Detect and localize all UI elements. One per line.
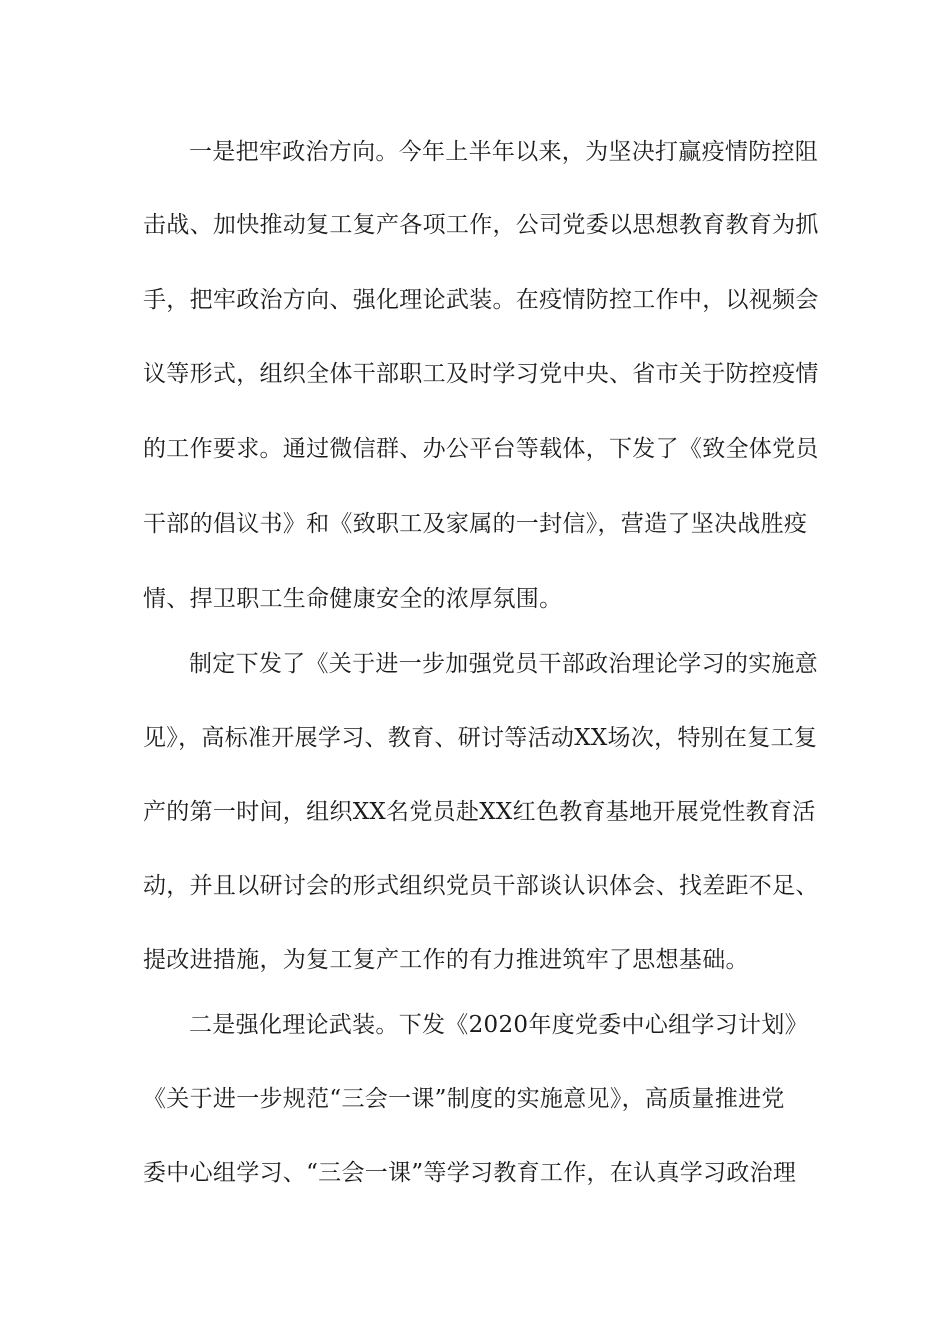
text-line: 动，并且以研讨会的形式组织党员干部谈认识体会、找差距不足、 [143, 873, 819, 899]
text-line: 提改进措施，为复工复产工作的有力推进筑牢了思想基础。 [143, 947, 749, 973]
text-line: 手，把牢政治方向、强化理论武装。在疫情防控工作中，以视频会 [143, 287, 819, 313]
text-line: 委中心组学习、“三会一课”等学习教育工作，在认真学习政治理 [143, 1160, 797, 1186]
text-line: 见》，高标准开展学习、教育、研讨等活动XX场次，特别在复工复 [143, 725, 818, 751]
text-line: 情、捍卫职工生命健康安全的浓厚氛围。 [143, 586, 563, 612]
text-line: 干部的倡议书》和《致职工及家属的一封信》，营造了坚决战胜疫 [143, 511, 808, 537]
text-line: 议等形式，组织全体干部职工及时学习党中央、省市关于防控疫情 [143, 361, 819, 387]
text-line: 一是把牢政治方向。今年上半年以来，为坚决打赢疫情防控阻 [189, 139, 819, 165]
text-line: 的工作要求。通过微信群、办公平台等载体，下发了《致全体党员 [143, 436, 819, 462]
text-line: 制定下发了《关于进一步加强党员干部政治理论学习的实施意 [189, 651, 819, 677]
text-line: 《关于进一步规范“三会一课”制度的实施意见》，高质量推进党 [143, 1086, 785, 1112]
text-line: 二是强化理论武装。下发《2020年度党委中心组学习计划》 [189, 1012, 808, 1038]
text-line: 产的第一时间，组织XX名党员赴XX红色教育基地开展党性教育活 [143, 799, 816, 825]
text-line: 击战、加快推动复工复产各项工作，公司党委以思想教育教育为抓 [143, 212, 819, 238]
